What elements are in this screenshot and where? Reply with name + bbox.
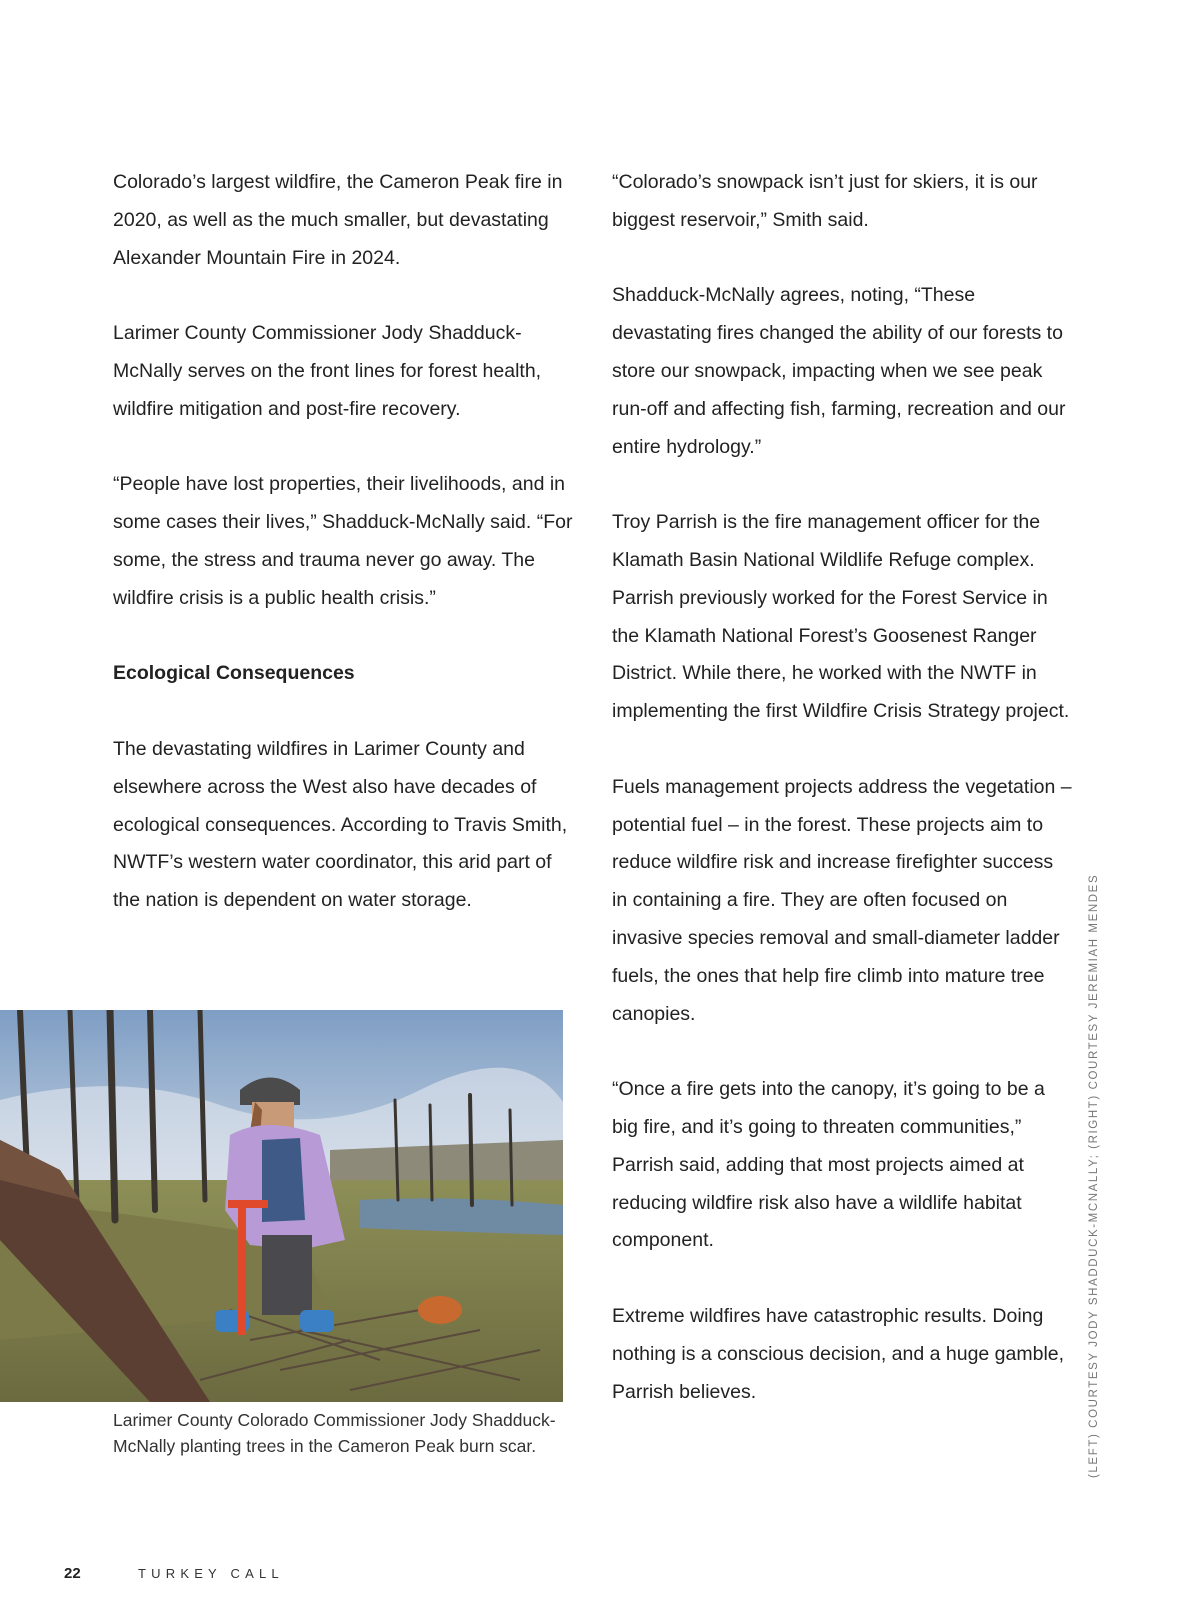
magazine-name: TURKEY CALL: [138, 1566, 284, 1581]
body-paragraph: “Colorado’s snowpack isn’t just for skiers, it is our biggest reservoir,” Smith said.: [612, 171, 1038, 231]
body-paragraph: Larimer County Commissioner Jody Shadduck-McNally serves on the front lines for forest health, wildfire mitigation and post-fire recovery.: [113, 322, 542, 420]
page-number: 22: [64, 1565, 81, 1582]
body-paragraph: “People have lost properties, their livelihoods, and in some cases their lives,” Shadduck-McNally said. “For some, the stress and trauma never go away. The wildfire crisis is a public health crisis.”: [113, 473, 573, 609]
photo-caption: Larimer County Colorado Commissioner Jody Shadduck-McNally planting trees in the Cameron Peak burn scar.: [113, 1410, 556, 1456]
photo-commissioner-planting: [0, 1010, 563, 1402]
left-column: [113, 164, 573, 958]
photo-credit: (LEFT) COURTESY JODY SHADDUCK-MCNALLY; (RIGHT) COURTESY JEREMIAH MENDES: [1088, 873, 1100, 1478]
body-paragraph: Troy Parrish is the fire management officer for the Klamath Basin National Wildlife Refuge complex. Parrish previously worked for the Forest Service in the Klamath National Forest’s Goosenest Ranger District. While there, he worked with the NWTF in implementing the first Wildfire Crisis Strategy project.: [612, 511, 1070, 723]
body-paragraph: Shadduck-McNally agrees, noting, “These devastating fires changed the ability of our forests to store our snowpack, impacting when we see peak run-off and affecting fish, farming, recreation and our entire hydrology.”: [612, 284, 1066, 458]
body-paragraph: Colorado’s largest wildfire, the Cameron Peak fire in 2020, as well as the much smaller, but devastating Alexander Mountain Fire in 2024.: [113, 171, 563, 269]
body-paragraph: Extreme wildfires have catastrophic results. Doing nothing is a conscious decision, and a huge gamble, Parrish believes.: [612, 1304, 1065, 1403]
body-paragraph: The devastating wildfires in Larimer County and elsewhere across the West also have decades of ecological consequences. According to Travis Smith, NWTF’s western water coordinator, this arid part of the nation is dependent on water storage.: [113, 737, 568, 912]
body-paragraph: “Once a fire gets into the canopy, it’s going to be a big fire, and it’s going to threaten communities,” Parrish said, adding that most projects aimed at reducing wildfire risk also have a wildlife habitat component.: [612, 1078, 1045, 1252]
body-paragraph: Fuels management projects address the vegetation – potential fuel – in the forest. These projects aim to reduce wildfire risk and increase firefighter success in containing a fire. They are often focused on invasive species removal and small-diameter ladder fuels, the ones that help fire climb into mature tree canopies.: [612, 775, 1072, 1025]
section-heading: Ecological Consequences: [113, 662, 355, 685]
right-column: [612, 164, 1072, 1449]
